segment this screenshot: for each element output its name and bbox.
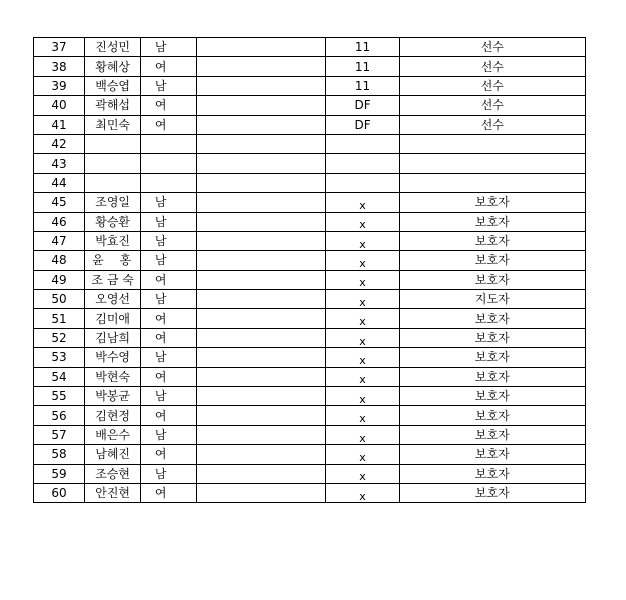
empty-cell [197, 445, 326, 464]
name-cell: 백승엽 [85, 76, 141, 95]
name-cell [85, 251, 141, 270]
gender-text: 남 [154, 292, 167, 307]
role-cell: 보호자 [399, 270, 585, 289]
gender-text: 남 [154, 428, 167, 442]
position-cell [326, 173, 399, 192]
table-row [34, 154, 586, 173]
position-cell: 11 [326, 38, 399, 57]
position-cell: DF [326, 115, 399, 134]
empty-cell [197, 96, 326, 115]
gender-cell [141, 290, 197, 309]
table-row [34, 309, 586, 328]
row-number-cell: 43 [34, 154, 85, 173]
name-cell: 김남희 [85, 328, 141, 347]
gender-cell [141, 348, 197, 367]
table-row [34, 96, 586, 115]
name-cell: 황승환 [85, 212, 141, 231]
role-cell: 보호자 [399, 231, 585, 250]
name-cell: 남혜진 [85, 445, 141, 464]
row-number-cell: 50 [34, 290, 85, 309]
role-cell: 보호자 [399, 367, 585, 386]
position-cell [326, 464, 399, 483]
gender-cell [141, 193, 197, 212]
empty-cell [197, 173, 326, 192]
role-cell: 선수 [399, 76, 585, 95]
name-cell: 박수영 [85, 348, 141, 367]
gender-text: 여 [154, 408, 167, 423]
gender-cell [141, 387, 197, 406]
position-cell [326, 231, 399, 250]
gender-text: 여 [154, 486, 167, 501]
empty-cell [197, 251, 326, 270]
position-text: x [359, 334, 366, 348]
row-number-cell: 45 [34, 193, 85, 212]
table-row [34, 328, 586, 347]
row-number-cell: 47 [34, 231, 85, 250]
role-cell: 보호자 [399, 212, 585, 231]
name-cell: 박현숙 [85, 367, 141, 386]
gender-text: 여 [154, 117, 167, 132]
table-row [34, 115, 586, 134]
position-cell [326, 193, 399, 212]
table-row [34, 76, 586, 95]
gender-cell [141, 173, 197, 192]
table-row [34, 251, 586, 270]
table-row [34, 387, 586, 406]
position-cell: DF [326, 96, 399, 115]
name-cell: 조영일 [85, 193, 141, 212]
position-text: x [359, 237, 366, 251]
table-row [34, 270, 586, 289]
empty-cell [197, 76, 326, 95]
name-cell: 최민숙 [85, 115, 141, 134]
position-cell [326, 134, 399, 153]
row-number-cell: 55 [34, 387, 85, 406]
gender-cell [141, 445, 197, 464]
name-cell [85, 134, 141, 153]
empty-cell [197, 134, 326, 153]
name-cell: 황혜상 [85, 57, 141, 76]
gender-text: 남 [154, 350, 167, 365]
position-cell [326, 270, 399, 289]
table-row [34, 57, 586, 76]
empty-cell [197, 367, 326, 386]
table-row [34, 367, 586, 386]
gender-text: 여 [154, 369, 167, 384]
position-text: x [359, 276, 366, 290]
gender-text: 여 [154, 59, 167, 74]
name-cell [85, 154, 141, 173]
table-row [34, 425, 586, 444]
table-row [34, 464, 586, 483]
role-cell: 보호자 [399, 251, 585, 270]
position-cell [326, 251, 399, 270]
row-number-cell: 57 [34, 425, 85, 444]
row-number-cell: 37 [34, 38, 85, 57]
position-cell [326, 348, 399, 367]
gender-text: 여 [154, 272, 167, 287]
role-cell [399, 154, 585, 173]
gender-cell [141, 309, 197, 328]
row-number-cell: 46 [34, 212, 85, 231]
roster-table-body [34, 38, 586, 503]
role-cell: 보호자 [399, 387, 585, 406]
position-text: x [359, 431, 366, 445]
name-cell: 진성민 [85, 38, 141, 57]
position-text: x [359, 315, 366, 329]
role-cell: 선수 [399, 96, 585, 115]
empty-cell [197, 115, 326, 134]
row-number-cell: 58 [34, 445, 85, 464]
role-cell [399, 134, 585, 153]
position-text: x [359, 450, 366, 464]
role-cell: 보호자 [399, 425, 585, 444]
name-text: 윤 홍 [92, 253, 132, 268]
role-cell: 보호자 [399, 348, 585, 367]
role-cell: 보호자 [399, 406, 585, 425]
name-cell: 박봉균 [85, 387, 141, 406]
empty-cell [197, 212, 326, 231]
name-cell: 박효진 [85, 231, 141, 250]
position-cell [326, 483, 399, 502]
gender-cell [141, 251, 197, 270]
empty-cell [197, 270, 326, 289]
row-number-cell: 41 [34, 115, 85, 134]
gender-text: 여 [154, 98, 167, 113]
gender-cell [141, 406, 197, 425]
role-cell: 선수 [399, 115, 585, 134]
gender-text: 남 [154, 466, 167, 481]
gender-text: 여 [154, 447, 167, 462]
name-cell: 조 금 숙 [85, 270, 141, 289]
gender-cell [141, 328, 197, 347]
gender-cell [141, 96, 197, 115]
gender-cell [141, 212, 197, 231]
gender-cell [141, 154, 197, 173]
gender-text: 남 [154, 234, 167, 249]
position-cell [326, 406, 399, 425]
name-cell: 곽해섭 [85, 96, 141, 115]
position-cell: 11 [326, 76, 399, 95]
empty-cell [197, 464, 326, 483]
empty-cell [197, 406, 326, 425]
gender-cell [141, 231, 197, 250]
name-cell: 안진현 [85, 483, 141, 502]
role-cell: 보호자 [399, 464, 585, 483]
gender-cell [141, 367, 197, 386]
gender-text: 여 [154, 331, 167, 346]
position-text: x [359, 256, 366, 270]
row-number-cell: 59 [34, 464, 85, 483]
gender-text: 남 [154, 78, 167, 93]
position-text: x [359, 412, 366, 426]
position-cell [326, 387, 399, 406]
gender-text: 남 [154, 253, 167, 268]
position-cell [326, 328, 399, 347]
position-text: x [359, 470, 366, 484]
position-cell [326, 425, 399, 444]
row-number-cell: 42 [34, 134, 85, 153]
position-text: x [359, 489, 366, 503]
table-row [34, 290, 586, 309]
empty-cell [197, 38, 326, 57]
row-number-cell: 53 [34, 348, 85, 367]
table-row [34, 445, 586, 464]
row-number-cell: 44 [34, 173, 85, 192]
gender-cell [141, 76, 197, 95]
name-cell: 조승현 [85, 464, 141, 483]
row-number-cell: 48 [34, 251, 85, 270]
row-number-cell: 51 [34, 309, 85, 328]
position-cell [326, 309, 399, 328]
empty-cell [197, 290, 326, 309]
gender-text: 남 [154, 40, 167, 55]
table-row [34, 173, 586, 192]
table-row [34, 193, 586, 212]
position-text: x [359, 373, 366, 387]
role-cell: 보호자 [399, 193, 585, 212]
position-cell [326, 367, 399, 386]
row-number-cell: 40 [34, 96, 85, 115]
empty-cell [197, 483, 326, 502]
row-number-cell: 49 [34, 270, 85, 289]
empty-cell [197, 231, 326, 250]
position-cell: 11 [326, 57, 399, 76]
empty-cell [197, 348, 326, 367]
role-cell: 지도자 [399, 290, 585, 309]
table-row [34, 134, 586, 153]
table-row [34, 38, 586, 57]
position-cell [326, 212, 399, 231]
gender-text: 남 [154, 389, 167, 404]
empty-cell [197, 328, 326, 347]
empty-cell [197, 309, 326, 328]
row-number-cell: 52 [34, 328, 85, 347]
gender-cell [141, 57, 197, 76]
row-number-cell: 39 [34, 76, 85, 95]
table-row [34, 406, 586, 425]
gender-cell [141, 425, 197, 444]
gender-cell [141, 270, 197, 289]
empty-cell [197, 154, 326, 173]
position-text: x [359, 353, 366, 367]
empty-cell [197, 425, 326, 444]
table-row [34, 212, 586, 231]
name-cell: 배은수 [85, 425, 141, 444]
empty-cell [197, 387, 326, 406]
position-cell [326, 290, 399, 309]
role-cell: 보호자 [399, 483, 585, 502]
name-cell: 오영선 [85, 290, 141, 309]
table-row [34, 483, 586, 502]
name-cell: 김현정 [85, 406, 141, 425]
role-cell: 보호자 [399, 328, 585, 347]
role-cell: 보호자 [399, 309, 585, 328]
row-number-cell: 54 [34, 367, 85, 386]
position-text: x [359, 198, 366, 212]
gender-cell [141, 134, 197, 153]
gender-text: 남 [154, 214, 167, 229]
empty-cell [197, 193, 326, 212]
table-row [34, 231, 586, 250]
gender-text: 여 [154, 311, 167, 326]
name-cell: 김미애 [85, 309, 141, 328]
row-number-cell: 60 [34, 483, 85, 502]
roster-table [33, 37, 586, 503]
table-row [34, 348, 586, 367]
position-text: x [359, 295, 366, 309]
gender-cell [141, 483, 197, 502]
gender-cell [141, 115, 197, 134]
gender-text: 남 [154, 195, 167, 210]
role-cell: 보호자 [399, 445, 585, 464]
row-number-cell: 56 [34, 406, 85, 425]
role-cell: 선수 [399, 38, 585, 57]
name-cell [85, 173, 141, 192]
empty-cell [197, 57, 326, 76]
position-text: x [359, 392, 366, 406]
position-cell [326, 445, 399, 464]
row-number-cell: 38 [34, 57, 85, 76]
role-cell [399, 173, 585, 192]
gender-cell [141, 38, 197, 57]
position-text: x [359, 218, 366, 232]
role-cell: 선수 [399, 57, 585, 76]
position-cell [326, 154, 399, 173]
gender-cell [141, 464, 197, 483]
